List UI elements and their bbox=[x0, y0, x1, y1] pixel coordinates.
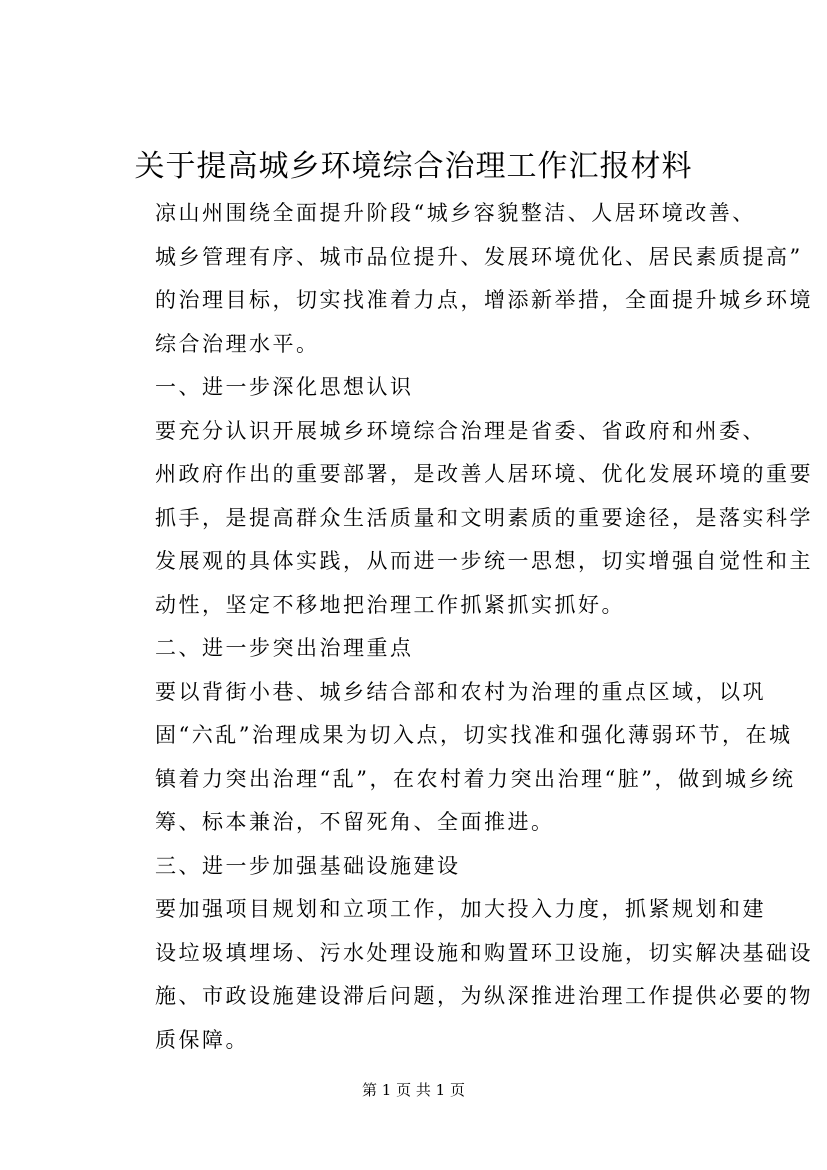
text-line: 发展观的具体实践，从而进一步统一思想，切实增强自觉性和主 bbox=[155, 549, 813, 573]
text-line: 镇着力突出治理“乱”，在农村着力突出治理“脏”，做到城乡统 bbox=[155, 766, 796, 791]
section-heading-2: 二、进一步突出治理重点 bbox=[155, 636, 414, 660]
text-line: 施、市政设施建设滞后问题，为纵深推进治理工作提供必要的物 bbox=[155, 984, 813, 1008]
text-line: 要充分认识开展城乡环境综合治理是省委、省政府和州委、 bbox=[155, 418, 766, 443]
page-footer: 第 1 页 共 1 页 bbox=[362, 1081, 465, 1099]
document-body bbox=[113, 192, 813, 1062]
text-line: 固“六乱”治理成果为切入点，切实找准和强化薄弱环节，在城 bbox=[155, 723, 793, 747]
intro-paragraph bbox=[113, 192, 813, 366]
text-line: 质保障。 bbox=[155, 1027, 249, 1052]
section-paragraph-1 bbox=[113, 410, 813, 628]
text-line: 综合治理水平。 bbox=[155, 331, 320, 356]
document-title: 关于提高城乡环境综合治理工作汇报材料 bbox=[134, 149, 693, 184]
text-line: 州政府作出的重要部署，是改善人居环境、优化发展环境的重要 bbox=[155, 462, 813, 486]
text-line: 的治理目标，切实找准着力点，增添新举措，全面提升城乡环境 bbox=[155, 288, 813, 312]
section-heading-1: 一、进一步深化思想认识 bbox=[155, 375, 414, 399]
text-line: 凉山州围绕全面提升阶段“城乡容貌整洁、人居环境改善、 bbox=[155, 201, 756, 225]
text-line: 设垃圾填埋场、污水处理设施和购置环卫设施，切实解决基础设 bbox=[155, 940, 813, 965]
section-heading-3: 三、进一步加强基础设施建设 bbox=[155, 853, 461, 878]
section-paragraph-3 bbox=[113, 888, 813, 1062]
text-line: 抓手，是提高群众生活质量和文明素质的重要途径，是落实科学 bbox=[155, 505, 813, 530]
text-line: 城乡管理有序、城市品位提升、发展环境优化、居民素质提高” bbox=[155, 244, 803, 269]
text-line: 动性，坚定不移地把治理工作抓紧抓实抓好。 bbox=[155, 592, 625, 617]
text-line: 要以背街小巷、城乡结合部和农村为治理的重点区域，以巩 bbox=[155, 679, 766, 704]
section-paragraph-2 bbox=[113, 671, 796, 845]
text-line: 筹、标本兼治，不留死角、全面推进。 bbox=[155, 810, 555, 834]
text-line: 要加强项目规划和立项工作，加大投入力度，抓紧规划和建 bbox=[155, 897, 766, 921]
